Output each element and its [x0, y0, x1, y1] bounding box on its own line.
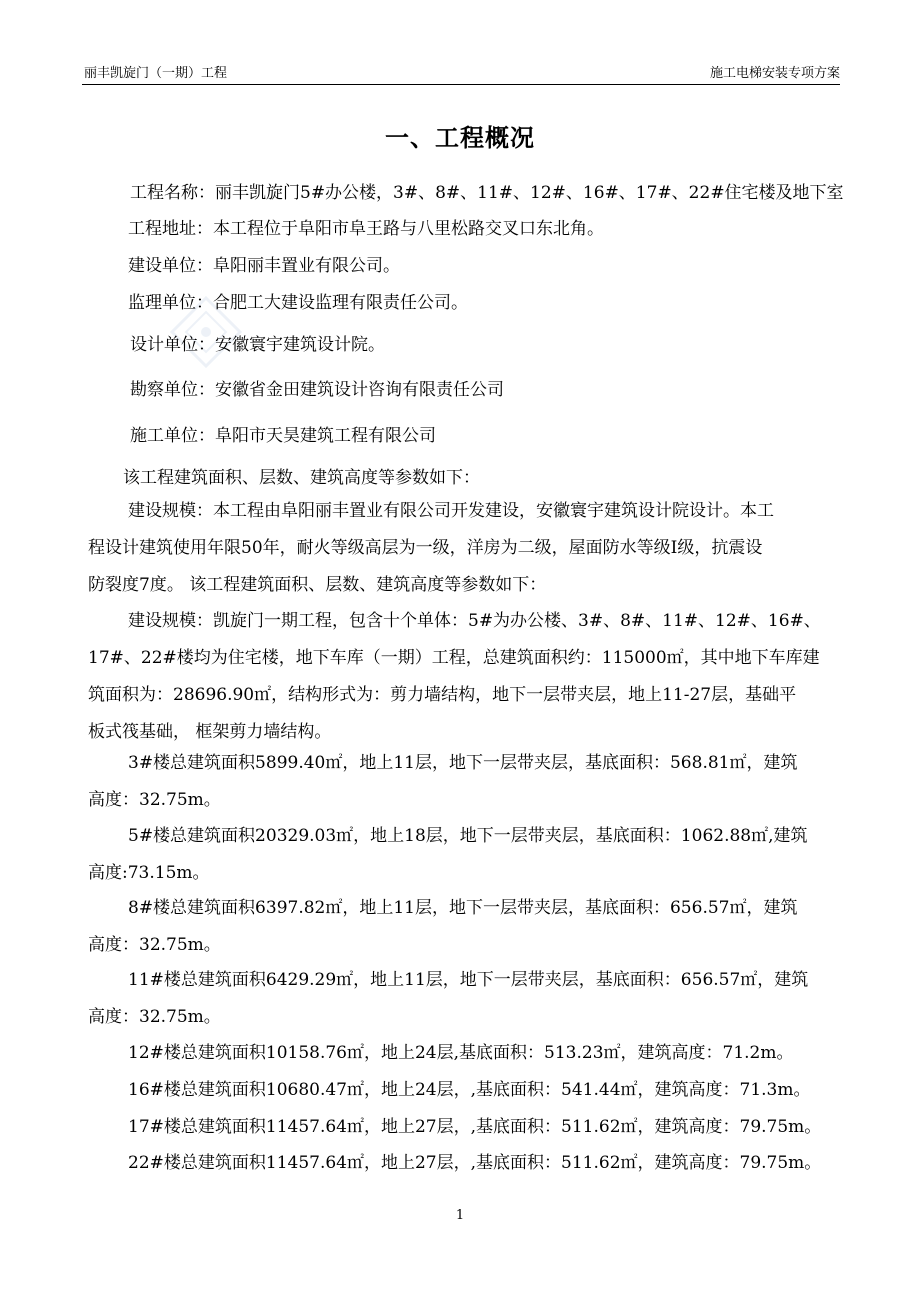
paragraph-line: 17#、22#楼均为住宅楼，地下车库（一期）工程，总建筑面积约：115000㎡，其中地下车库建 — [88, 648, 820, 668]
building-3-paragraph — [88, 745, 838, 819]
building-11-paragraph — [88, 962, 838, 1036]
paragraph-line: 防裂度7度。 该工程建筑面积、层数、建筑高度等参数如下： — [88, 575, 547, 595]
paragraph-line: 11#楼总建筑面积6429.29㎡，地上11层，地下一层带夹层，基底面积：656.57㎡，建筑 — [128, 970, 809, 990]
building-17-paragraph — [88, 1109, 838, 1146]
paragraph-line: 建设规模：本工程由阜阳丽丰置业有限公司开发建设，安徽寰宇建筑设计院设计。本工 — [128, 501, 774, 521]
building-12-paragraph — [88, 1035, 838, 1072]
paragraph-line: 板式筏基础， 框架剪力墙结构。 — [88, 722, 332, 742]
paragraph-line: 高度：32.75m。 — [88, 935, 221, 955]
paragraph-line: 高度:73.15m。 — [88, 863, 210, 883]
paragraph-line: 高度：32.75m。 — [88, 790, 221, 810]
building-8-paragraph — [88, 890, 838, 964]
info-owner: 建设单位：阜阳丽丰置业有限公司。 — [128, 256, 400, 276]
section-title: 一、工程概况 — [385, 123, 535, 152]
scale-paragraph-2 — [88, 603, 838, 751]
info-project-name: 工程名称：丽丰凯旋门5#办公楼，3#、8#、11#、12#、16#、17#、22#住宅楼及地下室 — [130, 183, 844, 203]
page-number: 1 — [455, 1208, 465, 1223]
paragraph-line: 16#楼总建筑面积10680.47㎡，地上24层，,基底面积：541.44㎡，建筑高度：71.3m。 — [128, 1080, 811, 1100]
building-5-paragraph — [88, 818, 838, 892]
paragraph-line: 筑面积为：28696.90㎡，结构形式为：剪力墙结构，地下一层带夹层，地上11-27层，基础平 — [88, 685, 797, 705]
building-16-paragraph — [88, 1072, 838, 1109]
info-project-address: 工程地址：本工程位于阜阳市阜王路与八里松路交叉口东北角。 — [128, 219, 604, 239]
page-header — [82, 64, 840, 85]
info-designer: 设计单位：安徽寰宇建筑设计院。 — [130, 335, 385, 355]
paragraph-line: 3#楼总建筑面积5899.40㎡，地上11层，地下一层带夹层，基底面积：568.81㎡，建筑 — [128, 753, 798, 773]
info-supervisor: 监理单位：合肥工大建设监理有限责任公司。 — [128, 293, 468, 313]
paragraph-line: 8#楼总建筑面积6397.82㎡，地上11层，地下一层带夹层，基底面积：656.57㎡，建筑 — [128, 898, 798, 918]
paragraph-line: 5#楼总建筑面积20329.03㎡，地上18层，地下一层带夹层，基底面积：1062.88㎡,建筑 — [128, 826, 808, 846]
paragraph-line: 程设计建筑使用年限50年，耐火等级高层为一级，洋房为二级，屋面防水等级Ⅰ级，抗震设 — [88, 538, 763, 558]
paragraph-line: 17#楼总建筑面积11457.64㎡，地上27层，,基底面积：511.62㎡，建筑高度：79.75m。 — [128, 1117, 822, 1137]
paragraph-line: 高度：32.75m。 — [88, 1007, 221, 1027]
scale-paragraph-1 — [88, 493, 838, 604]
paragraph-line: 12#楼总建筑面积10158.76㎡，地上24层,基底面积：513.23㎡，建筑高度：71.2m。 — [128, 1043, 794, 1063]
header-project-name: 丽丰凯旋门（一期）工程 — [84, 66, 228, 81]
paragraph-line: 建设规模：凯旋门一期工程，包含十个单体：5#为办公楼、3#、8#、11#、12#、16#、 — [128, 611, 821, 631]
header-document-name: 施工电梯安装专项方案 — [709, 66, 840, 81]
paragraph-line: 22#楼总建筑面积11457.64㎡，地上27层，,基底面积：511.62㎡，建筑高度：79.75m。 — [128, 1153, 822, 1173]
info-contractor: 施工单位：阜阳市天昊建筑工程有限公司 — [130, 426, 436, 446]
params-intro: 该工程建筑面积、层数、建筑高度等参数如下： — [123, 468, 480, 488]
info-surveyor: 勘察单位：安徽省金田建筑设计咨询有限责任公司 — [130, 380, 504, 400]
building-22-paragraph — [88, 1145, 838, 1182]
